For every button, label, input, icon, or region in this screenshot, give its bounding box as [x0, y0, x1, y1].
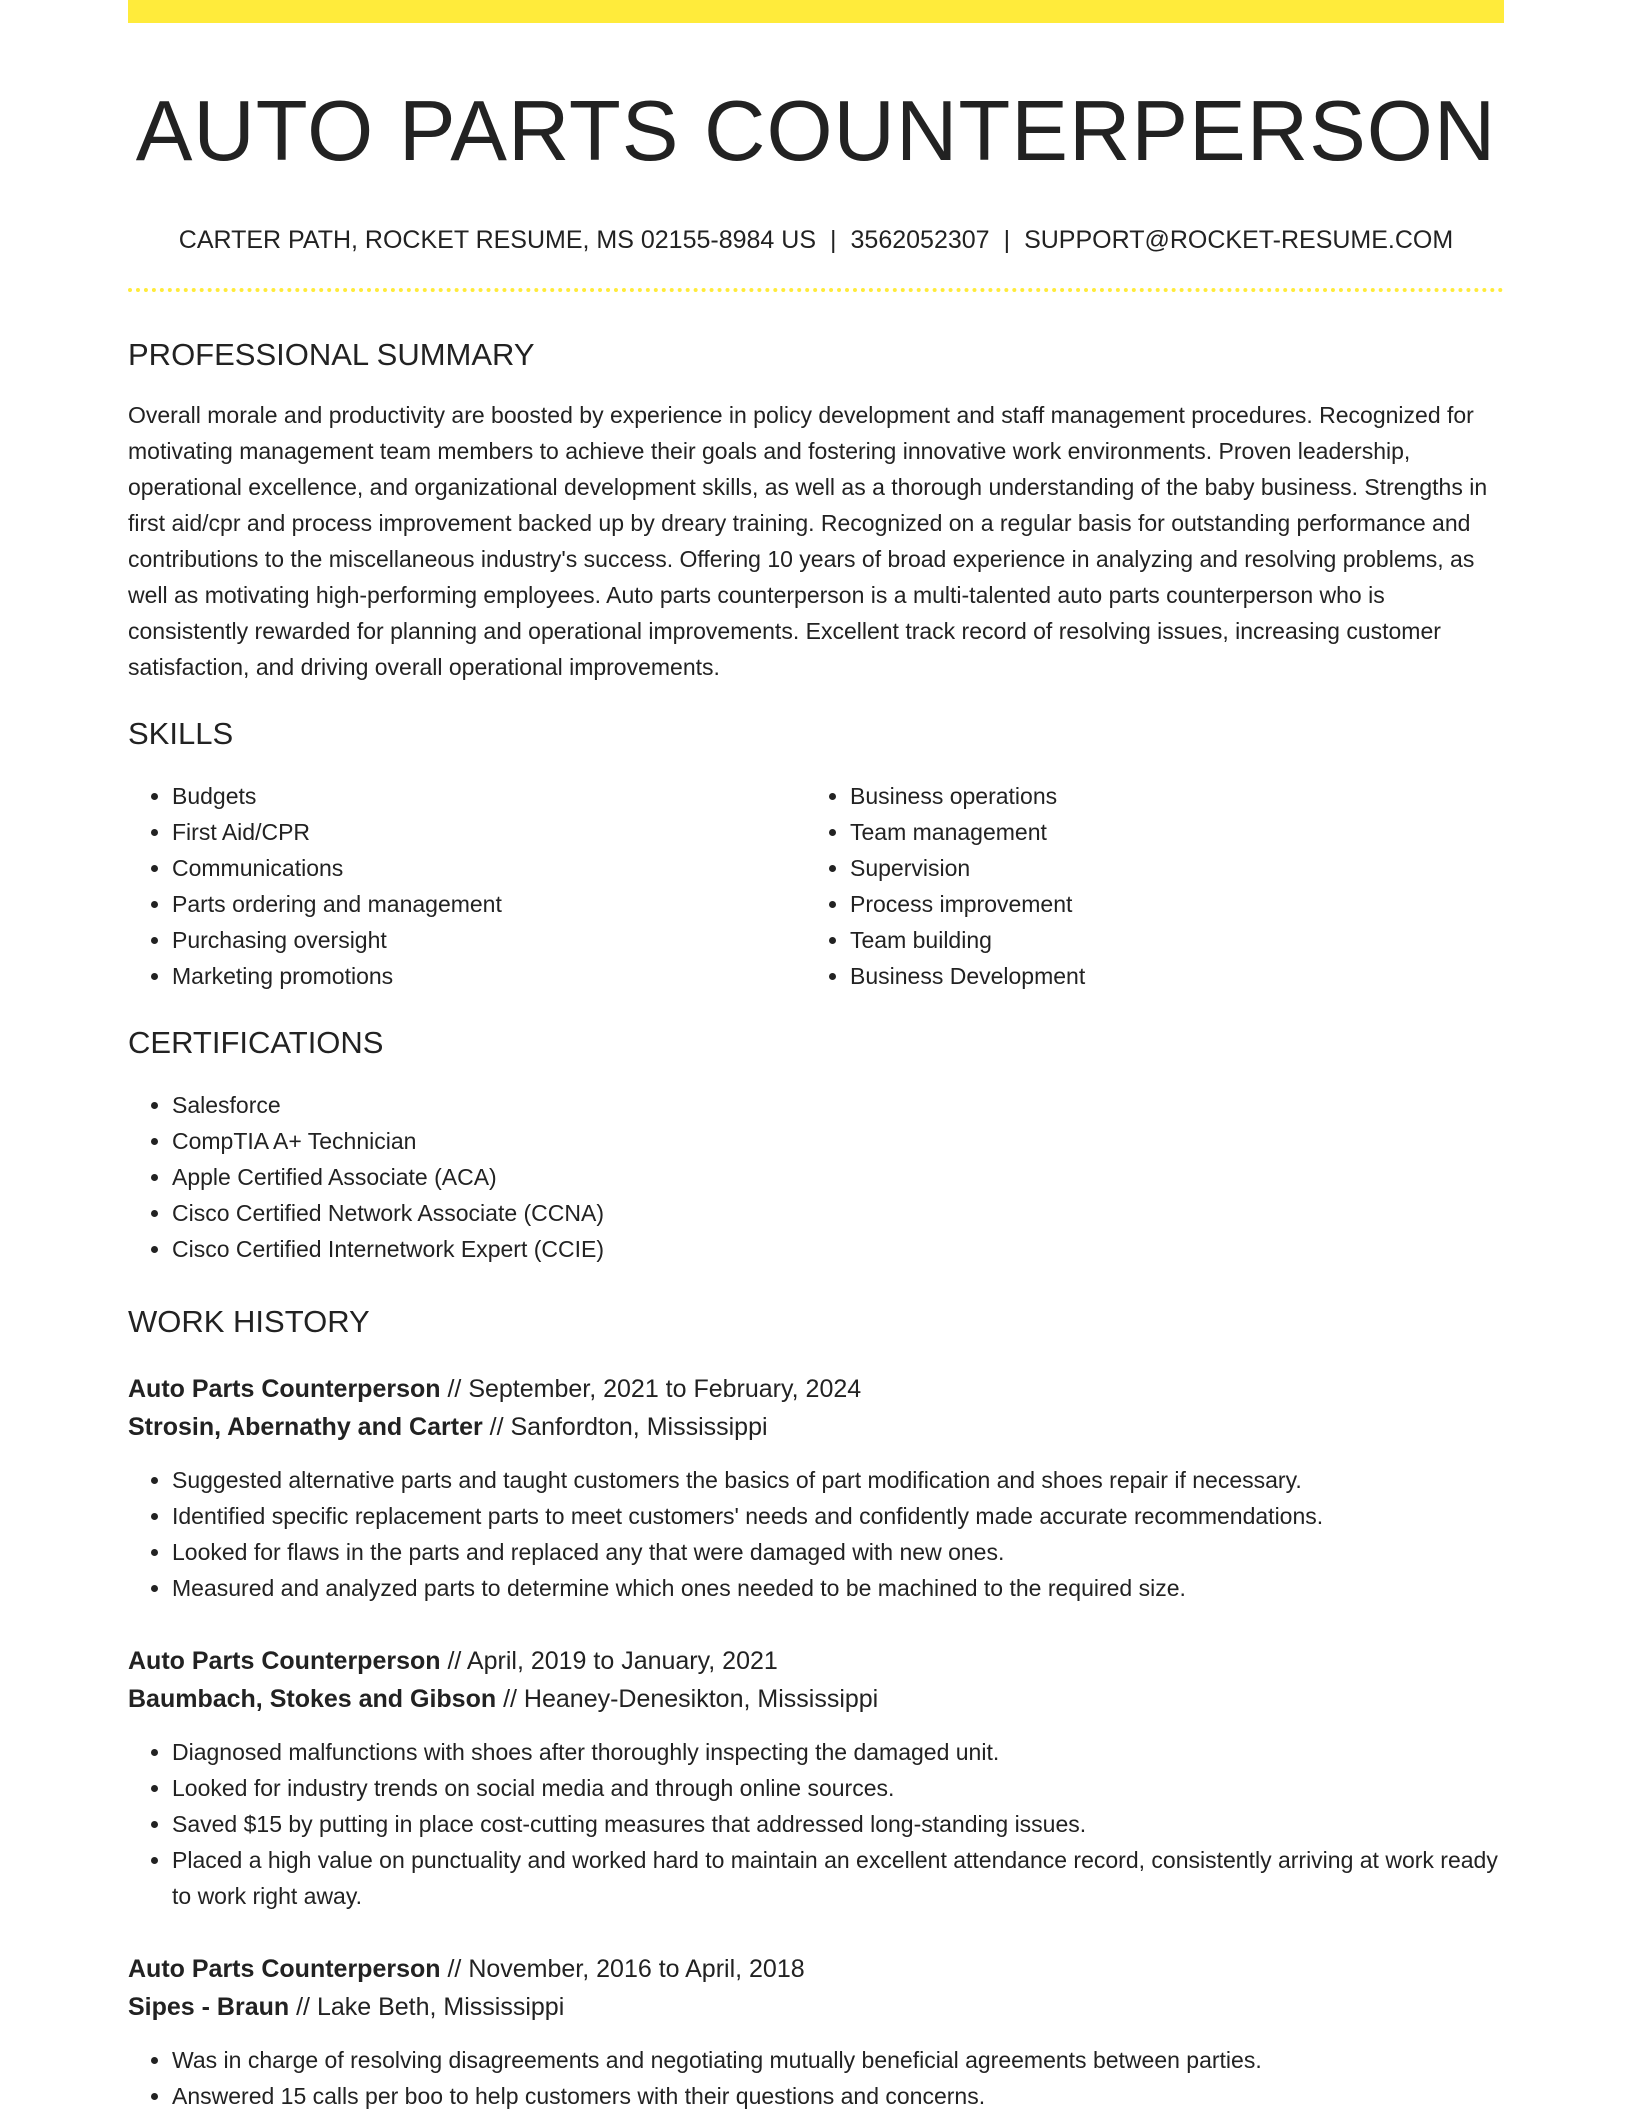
skill-item: • Team building: [850, 922, 1484, 958]
dotted-divider: [128, 288, 1504, 292]
skill-item: • Budgets: [172, 778, 806, 814]
job-dates: // November, 2016 to April, 2018: [440, 1955, 805, 1984]
certification-item: • Apple Certified Associate (ACA): [172, 1159, 1504, 1195]
job-role: Auto Parts Counterperson: [128, 1955, 441, 1984]
job-bullets: [128, 1734, 1504, 1914]
skill-item: • Marketing promotions: [172, 958, 806, 994]
accent-top-bar: [128, 0, 1504, 23]
job-company-line: [128, 1988, 1504, 2026]
job-role-line: [128, 1642, 1504, 1680]
skill-item: • Communications: [172, 850, 806, 886]
summary-paragraph: Overall morale and productivity are boosted by experience in policy development and staff management procedures. Recognized for motivating management team members to achieve their goals and fostering innovative work environments. Proven leadership, operational excellence, and organizational development skills, as well as a thorough understanding of the baby business. Strengths in first aid/cpr and process improvement backed up by dreary training. Recognized on a regular basis for outstanding performance and contributions to the miscellaneous industry's success. Offering 10 years of broad experience in analyzing and resolving problems, as well as motivating high-performing employees. Auto parts counterperson is a multi-talented auto parts counterperson who is consistently rewarded for planning and operational improvements. Excellent track record of resolving issues, increasing customer satisfaction, and driving overall operational improvements.: [128, 401, 1488, 680]
job-entry: [128, 1950, 1504, 2114]
job-role: Auto Parts Counterperson: [128, 1375, 441, 1404]
summary-heading: PROFESSIONAL SUMMARY: [128, 336, 535, 372]
job-bullet: • Identified specific replacement parts to meet customers' needs and confidently made accurate recommendations.: [172, 1498, 1504, 1534]
contact-address: CARTER PATH, ROCKET RESUME, MS 02155-8984 US: [178, 225, 817, 254]
certification-item: • Cisco Certified Network Associate (CCNA): [172, 1195, 1504, 1231]
skill-item: • Purchasing oversight: [172, 922, 806, 958]
job-bullet: • Measured and analyzed parts to determine which ones needed to be machined to the required size.: [172, 1570, 1504, 1606]
job-role-line: [128, 1950, 1504, 1988]
job-dates: // April, 2019 to January, 2021: [440, 1647, 778, 1676]
skill-item: • Process improvement: [850, 886, 1484, 922]
resume-page: [128, 0, 1504, 2114]
job-location: // Heaney-Denesikton, Mississippi: [496, 1685, 879, 1714]
job-bullet: • Was in charge of resolving disagreements and negotiating mutually beneficial agreements between parties.: [172, 2042, 1504, 2078]
job-bullet: • Looked for flaws in the parts and replaced any that were damaged with new ones.: [172, 1534, 1504, 1570]
contact-separator: |: [1003, 225, 1011, 254]
skill-item: • First Aid/CPR: [172, 814, 806, 850]
job-bullets: [128, 1462, 1504, 1606]
job-bullet: • Diagnosed malfunctions with shoes after thoroughly inspecting the damaged unit.: [172, 1734, 1504, 1770]
work-history-heading: WORK HISTORY: [128, 1304, 370, 1340]
job-company: Sipes - Braun: [128, 1993, 290, 2022]
job-dates: // September, 2021 to February, 2024: [440, 1375, 862, 1404]
job-entry: [128, 1642, 1504, 1914]
job-bullet: • Saved $15 by putting in place cost-cutting measures that addressed long-standing issues.: [172, 1806, 1504, 1842]
skills-column-left: [128, 778, 806, 994]
skills-heading: SKILLS: [128, 715, 234, 751]
skill-item: • Business operations: [850, 778, 1484, 814]
contact-separator: |: [830, 225, 837, 254]
skill-item: • Supervision: [850, 850, 1484, 886]
job-location: // Sanfordton, Mississippi: [482, 1413, 768, 1442]
contact-email: SUPPORT@ROCKET-RESUME.COM: [1024, 225, 1454, 254]
skills-list-right: [806, 778, 1484, 994]
job-role: Auto Parts Counterperson: [128, 1647, 441, 1676]
job-bullet: • Suggested alternative parts and taught customers the basics of part modification and shoes repair if necessary.: [172, 1462, 1504, 1498]
job-entry: [128, 1370, 1504, 1606]
skills-column-right: [806, 778, 1484, 994]
certifications-heading: CERTIFICATIONS: [128, 1024, 384, 1060]
skill-item: • Business Development: [850, 958, 1484, 994]
skill-item: • Parts ordering and management: [172, 886, 806, 922]
job-company: Strosin, Abernathy and Carter: [128, 1413, 483, 1442]
job-bullet: • Answered 15 calls per boo to help customers with their questions and concerns.: [172, 2078, 1504, 2114]
certification-item: • Cisco Certified Internetwork Expert (CCIE): [172, 1231, 1504, 1267]
job-bullets: [128, 2042, 1504, 2114]
job-location: // Lake Beth, Mississippi: [289, 1993, 565, 2022]
job-bullet: • Looked for industry trends on social media and through online sources.: [172, 1770, 1504, 1806]
resume-title: AUTO PARTS COUNTERPERSON: [135, 84, 1497, 179]
job-company: Baumbach, Stokes and Gibson: [128, 1685, 497, 1714]
certification-item: • CompTIA A+ Technician: [172, 1123, 1504, 1159]
job-bullet: • Placed a high value on punctuality and worked hard to maintain an excellent attendance record, consistently arriving at work ready to work right away.: [172, 1842, 1504, 1914]
skill-item: • Team management: [850, 814, 1484, 850]
certifications-list: [128, 1087, 1504, 1267]
job-company-line: [128, 1680, 1504, 1718]
contact-line: [128, 225, 1504, 255]
job-company-line: [128, 1408, 1504, 1446]
skills-columns: [128, 778, 1504, 994]
contact-phone: 3562052307: [850, 225, 990, 254]
certification-item: • Salesforce: [172, 1087, 1504, 1123]
job-role-line: [128, 1370, 1504, 1408]
skills-list-left: [128, 778, 806, 994]
